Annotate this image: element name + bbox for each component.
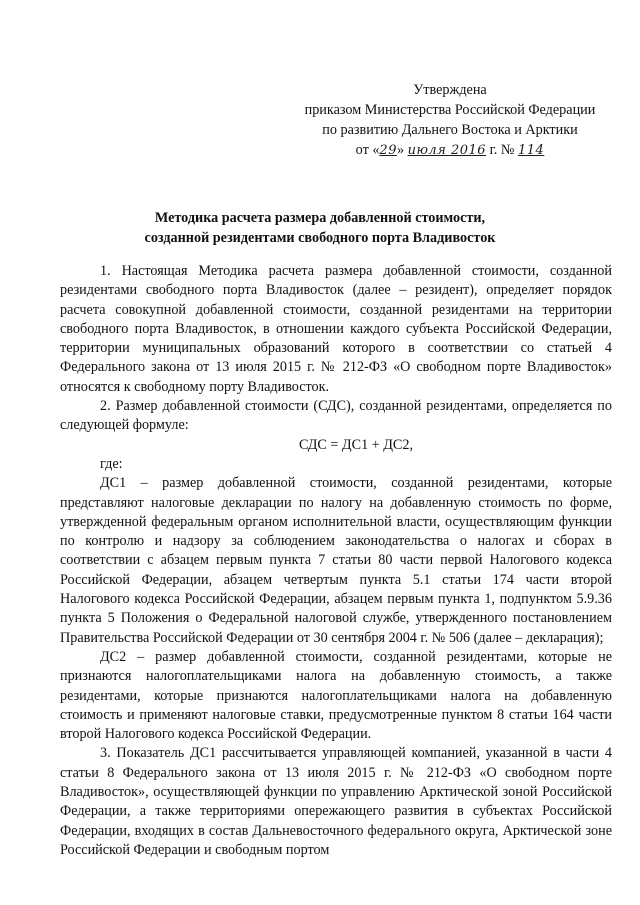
approval-order-line: приказом Министерства Российской Федерации	[304, 102, 596, 118]
date-mid: »	[396, 142, 405, 158]
document-body	[60, 262, 612, 860]
title-line-2: созданной резидентами свободного порта Владивосток	[144, 230, 496, 246]
paragraph-1: 1. Настоящая Методика расчета размера добавленной стоимости, созданной резидентами свободного порта Владивосток (далее – резидент), определяет порядок расчета совокупной добавленной стоимости, созданной резидентами на территории свободного порта Владивосток, в отношении каждого субъекта Российской Федерации, территории муниципальных образований которого в соответствии со статьей 4 Федерального закона от 13 июля 2015 г. № 212-ФЗ «О свободном порте Владивосток» относятся к свободному порту Владивосток.	[60, 263, 612, 395]
date-day: 29	[379, 143, 397, 158]
approval-line: Утверждена	[413, 82, 487, 98]
document-title	[60, 208, 580, 248]
approval-date-line	[290, 140, 610, 161]
paragraph-2: 2. Размер добавленной стоимости (СДС), созданной резидентами, определяется по следующей формуле:	[60, 398, 612, 434]
order-number: 114	[517, 143, 545, 158]
paragraph-3: 3. Показатель ДС1 рассчитывается управляющей компанией, указанной в части 4 статьи 8 Федерального закона от 13 июля 2015 г. № 212-ФЗ «О свободном порте Владивосток», осуществляющей функции по управлению Арктической зоной Российской Федерации, а также территориями опережающего развития в субъектах Российской Федерации, входящих в состав Дальневосточного федерального округа, Арктической зоне Российской Федерации и свободным портом	[60, 745, 612, 858]
date-prefix: от «	[355, 142, 380, 158]
title-line-1: Методика расчета размера добавленной стоимости,	[154, 210, 486, 226]
where-label: где:	[100, 455, 123, 472]
definition-ds1: ДС1 – размер добавленной стоимости, созданной резидентами, которые представляют налоговые декларации по налогу на добавленную стоимость по форме, утвержденной федеральным органом исполнительной власти, осуществляющим функции по контролю и надзору за соблюдением законодательства о налогах и сборах в соответствии с абзацем первым пункта 7 статьи 80 части первой Налогового кодекса Российской Федерации, абзацем четвертым пункта 5.1 статьи 174 части второй Налогового кодекса Российской Федерации, абзацем первым пункта 1, подпунктом 5.9.36 пункта 5 Положения о Федеральной налоговой службе, утвержденного постановлением Правительства Российской Федерации от 30 сентября 2004 г. № 506 (далее – декларация);	[60, 475, 612, 646]
approval-block	[290, 80, 610, 161]
date-suffix: г. №	[486, 142, 515, 158]
definition-ds2: ДС2 – размер добавленной стоимости, созданной резидентами, которые не признаются налогоплательщиками налога на добавленную стоимость, а также резидентами, которые признаются налогоплательщиками налога на добавленную стоимость и применяют налоговые ставки, предусмотренные пунктом 8 статьи 164 части второй Налогового кодекса Российской Федерации.	[60, 648, 612, 743]
approval-ministry-line: по развитию Дальнего Востока и Арктики	[322, 122, 578, 138]
date-month-year: июля 2016	[407, 143, 487, 158]
formula: СДС = ДС1 + ДС2,	[298, 436, 414, 453]
